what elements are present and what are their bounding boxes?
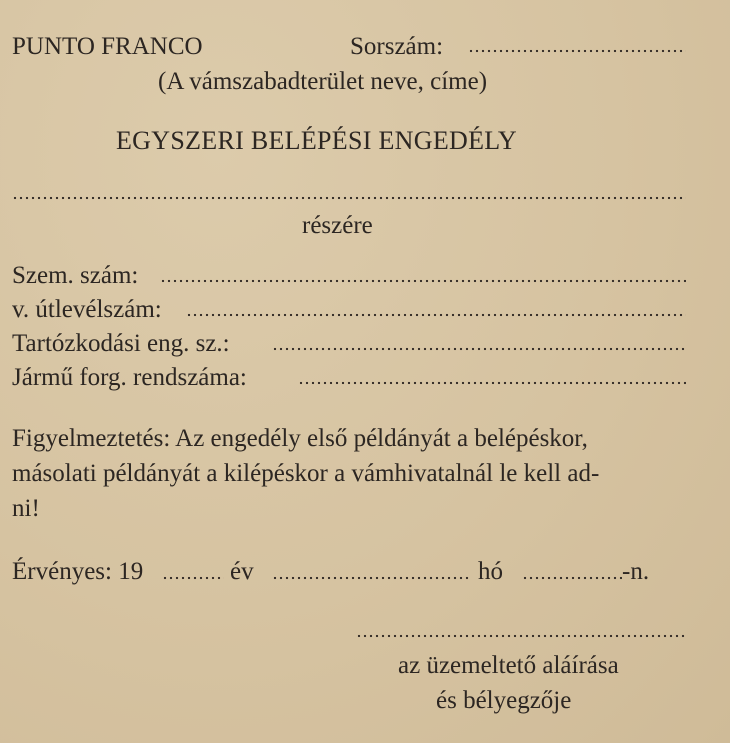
warning-line-3: ni! xyxy=(12,495,40,522)
field-label-passport-number: v. útlevélszám: xyxy=(12,296,162,323)
signature-caption-line-2: és bélyegzője xyxy=(436,687,572,714)
field-label-residence-permit: Tartózkodási eng. sz.: xyxy=(12,330,230,357)
form-title: EGYSZERI BELÉPÉSI ENGEDÉLY xyxy=(116,126,517,155)
warning-line-1: Figyelmeztetés: Az engedély első példányát a belépéskor, xyxy=(12,425,588,452)
field-line-id-number[interactable] xyxy=(160,279,686,283)
field-label-vehicle-registration: Jármű forg. rendszáma: xyxy=(12,364,247,391)
validity-year-line[interactable] xyxy=(162,576,224,580)
serial-number-label: Sorszám: xyxy=(350,33,444,60)
field-line-residence-permit[interactable] xyxy=(272,347,686,351)
validity-month-line[interactable] xyxy=(272,576,470,580)
validity-day-suffix: -n. xyxy=(622,558,650,585)
field-line-passport-number[interactable] xyxy=(186,313,686,317)
field-label-id-number: Szem. szám: xyxy=(12,262,139,289)
serial-number-dotted-line[interactable] xyxy=(468,49,686,53)
name-dotted-line[interactable] xyxy=(12,196,686,200)
field-line-vehicle-registration[interactable] xyxy=(298,381,686,385)
validity-label: Érvényes: 19 xyxy=(12,558,144,585)
header-title: PUNTO FRANCO xyxy=(12,33,203,60)
validity-day-line[interactable] xyxy=(522,576,622,580)
warning-line-2: másolati példányát a kilépéskor a vámhivatalnál le kell ad- xyxy=(12,460,600,487)
subtitle: (A vámszabadterület neve, címe) xyxy=(158,68,488,95)
signature-caption-line-1: az üzemeltető aláírása xyxy=(398,652,619,679)
validity-month-word: hó xyxy=(478,558,503,585)
for-label: részére xyxy=(302,212,373,239)
validity-year-word: év xyxy=(230,558,254,585)
signature-dotted-line[interactable] xyxy=(356,634,686,638)
